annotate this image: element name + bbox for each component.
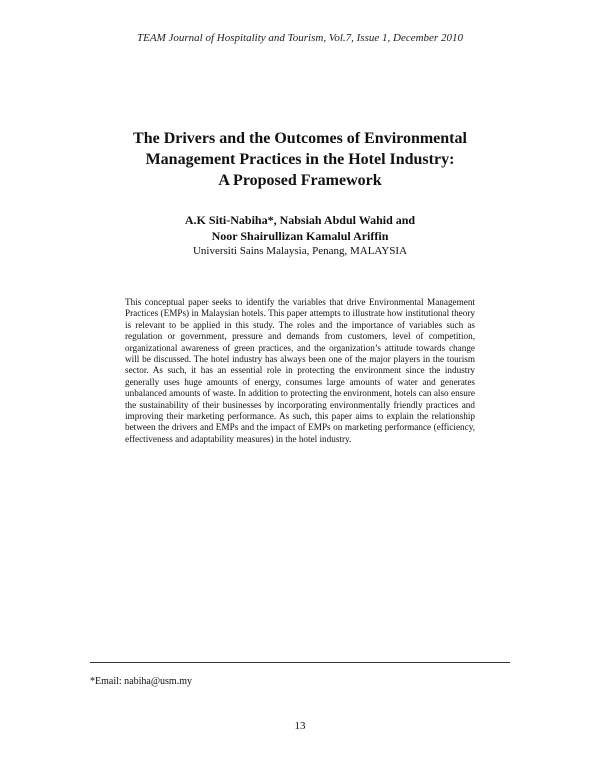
running-header: TEAM Journal of Hospitality and Tourism, Vol.7, Issue 1, December 2010 — [137, 32, 463, 44]
author-line: Noor Shairullizan Kamalul Ariffin — [211, 229, 389, 243]
author-list — [90, 212, 510, 244]
title-line: Management Practices in the Hotel Industry: — [145, 151, 455, 168]
abstract-paragraph: This conceptual paper seeks to identify the variables that drive Environmental Management Practices (EMPs) in Malaysian hotels. This paper attempts to illustrate how institutional theory is relevant to be applied in this study. The roles and the importance of variables such as regulation or government, pressure and demands from customers, level of competition, organizational awareness of green practices, and the organization’s attitude towards change will be discussed. The hotel industry has always been one of the major players in the tourism sector. As such, it has an essential role in protecting the environment since the industry generally uses huge amounts of energy, consumes large amounts of water and generates unbalanced amounts of waste. In addition to protecting the environment, hotels can also ensure the sustainability of their businesses by incorporating environmentally friendly practices and improving their marketing performance. As such, this paper aims to explain the relationship between the drivers and EMPs and the impact of EMPs on marketing performance (efficiency, effectiveness and adaptability measures) in the hotel industry. — [125, 297, 475, 444]
page-number: 13 — [294, 720, 306, 732]
footnote-divider — [90, 662, 510, 663]
title-line: A Proposed Framework — [218, 172, 382, 189]
author-line: A.K Siti-Nabiha*, Nabsiah Abdul Wahid and — [184, 213, 416, 227]
title-line: The Drivers and the Outcomes of Environmental — [133, 130, 467, 147]
paper-title — [90, 128, 510, 191]
footnote-email: *Email: nabiha@usm.my — [90, 676, 192, 687]
author-affiliation: Universiti Sains Malaysia, Penang, MALAYSIA — [192, 245, 408, 257]
